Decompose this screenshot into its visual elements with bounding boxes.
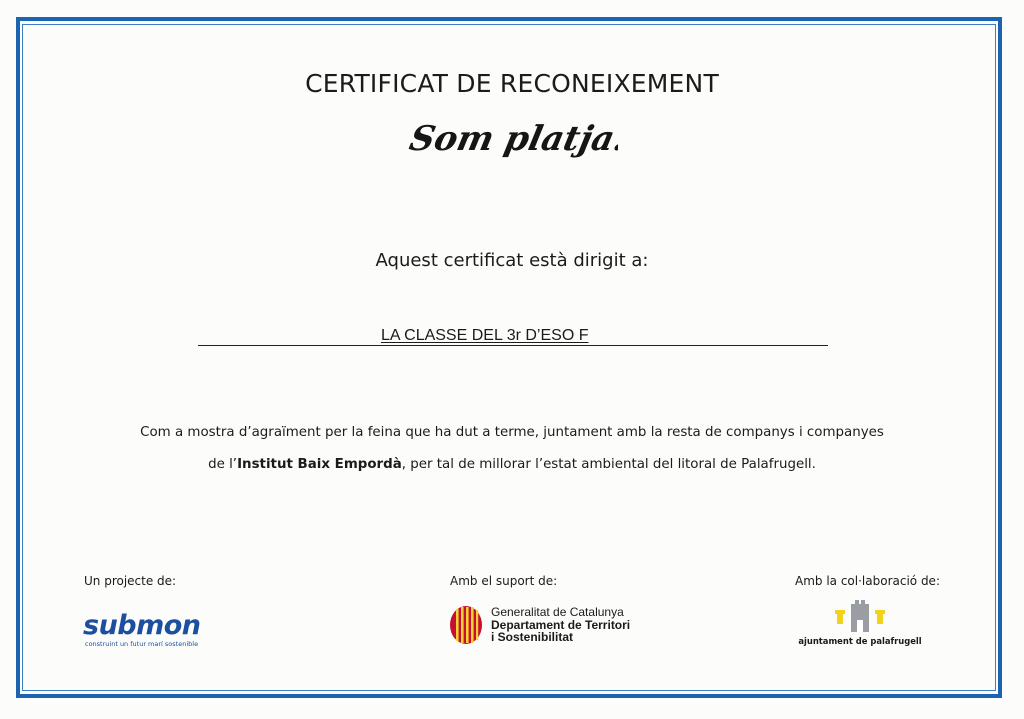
collaboration-label: Amb la col·laboració de:: [795, 574, 940, 588]
submon-wordmark: submon: [83, 610, 201, 641]
school-name: Institut Baix Empordà: [237, 457, 402, 472]
submon-logo: [83, 612, 201, 648]
directed-to-text: Aquest certificat està dirigit a:: [375, 250, 649, 271]
script-title-logo: [408, 112, 618, 170]
body-text-line-2: [0, 457, 1024, 472]
recipient-underline: [198, 345, 828, 346]
project-label: Un projecte de:: [84, 574, 177, 588]
body-line2-prefix: de l’: [208, 457, 238, 472]
recipient-name: LA CLASSE DEL 3r D’ESO F: [381, 327, 589, 344]
senyera-emblem-icon: [449, 605, 483, 645]
generalitat-line-2: Departament de Territori: [491, 617, 631, 632]
support-label: Amb el suport de:: [450, 574, 558, 588]
script-title-text: Som platja!: [408, 119, 618, 159]
ajuntament-name: ajuntament de palafrugell: [798, 636, 922, 646]
submon-tagline: construint un futur marí sostenible: [85, 640, 199, 648]
certificate-title: CERTIFICAT DE RECONEIXEMENT: [305, 69, 719, 98]
generalitat-text: [491, 606, 630, 644]
castle-tower-icon: [833, 598, 887, 636]
ajuntament-logo: [780, 598, 940, 646]
generalitat-logo: [449, 605, 630, 645]
generalitat-line-1: Generalitat de Catalunya: [491, 605, 624, 620]
body-line2-suffix: , per tal de millorar l’estat ambiental del litoral de Palafrugell.: [401, 457, 816, 472]
generalitat-line-3: i Sostenibilitat: [491, 630, 574, 645]
body-text-line-1: Com a mostra d’agraïment per la feina que ha dut a terme, juntament amb la resta de companys i companyes: [140, 425, 884, 440]
